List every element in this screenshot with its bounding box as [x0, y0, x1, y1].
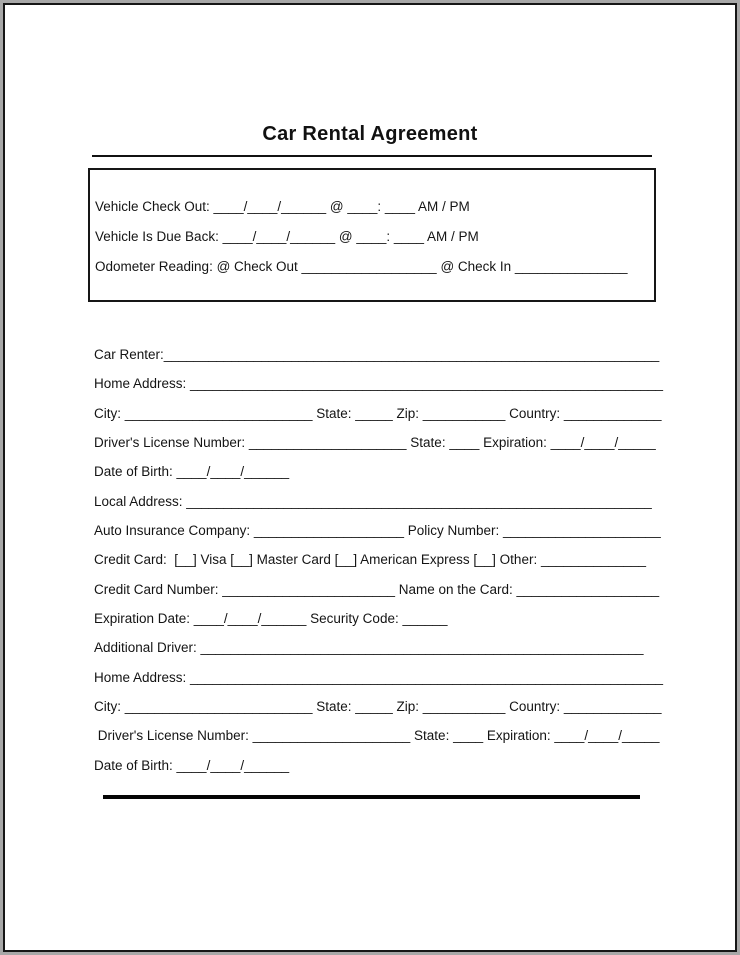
page-border-frame — [3, 3, 737, 952]
vehicle-checkout-box — [88, 168, 656, 302]
field-additional-driver[interactable]: Additional Driver: ___________________________________________________________ — [94, 640, 644, 656]
title-underline — [92, 155, 652, 157]
field-vehicle-due-back[interactable]: Vehicle Is Due Back: ____/____/______ @ ____: ____ AM / PM — [95, 229, 479, 244]
field-city-state-zip-country[interactable]: City: _________________________ State: _____ Zip: ___________ Country: _____________ — [94, 405, 662, 421]
field-credit-card-number[interactable]: Credit Card Number: _______________________ Name on the Card: ___________________ — [94, 581, 660, 597]
field-odometer-reading[interactable]: Odometer Reading: @ Check Out __________________ @ Check In _______________ — [95, 259, 628, 274]
field-additional-drivers-license[interactable]: Driver's License Number: _____________________ State: ____ Expiration: ____/____/_____ — [94, 728, 660, 744]
field-additional-date-of-birth[interactable]: Date of Birth: ____/____/______ — [94, 757, 290, 773]
field-local-address[interactable]: Local Address: ______________________________________________________________ — [94, 493, 652, 509]
field-additional-home-address[interactable]: Home Address: _______________________________________________________________ — [94, 669, 664, 685]
field-credit-card-type[interactable]: Credit Card: [__] Visa [__] Master Card [__] American Express [__] Other: ______________ — [94, 552, 647, 568]
field-drivers-license[interactable]: Driver's License Number: _____________________ State: ____ Expiration: ____/____/_____ — [94, 435, 656, 451]
page-title: Car Rental Agreement — [262, 123, 478, 145]
field-additional-city-state-zip-country[interactable]: City: _________________________ State: _____ Zip: ___________ Country: _____________ — [94, 699, 662, 715]
field-car-renter[interactable]: Car Renter:__________________________________________________________________ — [94, 347, 660, 362]
field-card-expiration[interactable]: Expiration Date: ____/____/______ Security Code: ______ — [94, 611, 448, 627]
field-vehicle-check-out[interactable]: Vehicle Check Out: ____/____/______ @ ____: ____ AM / PM — [95, 199, 470, 214]
field-insurance-policy[interactable]: Auto Insurance Company: ____________________ Policy Number: _____________________ — [94, 523, 661, 539]
bottom-divider-rule — [103, 795, 640, 799]
rental-form-fields — [94, 340, 669, 780]
field-date-of-birth[interactable]: Date of Birth: ____/____/______ — [94, 464, 290, 480]
field-home-address[interactable]: Home Address: _______________________________________________________________ — [94, 376, 664, 392]
